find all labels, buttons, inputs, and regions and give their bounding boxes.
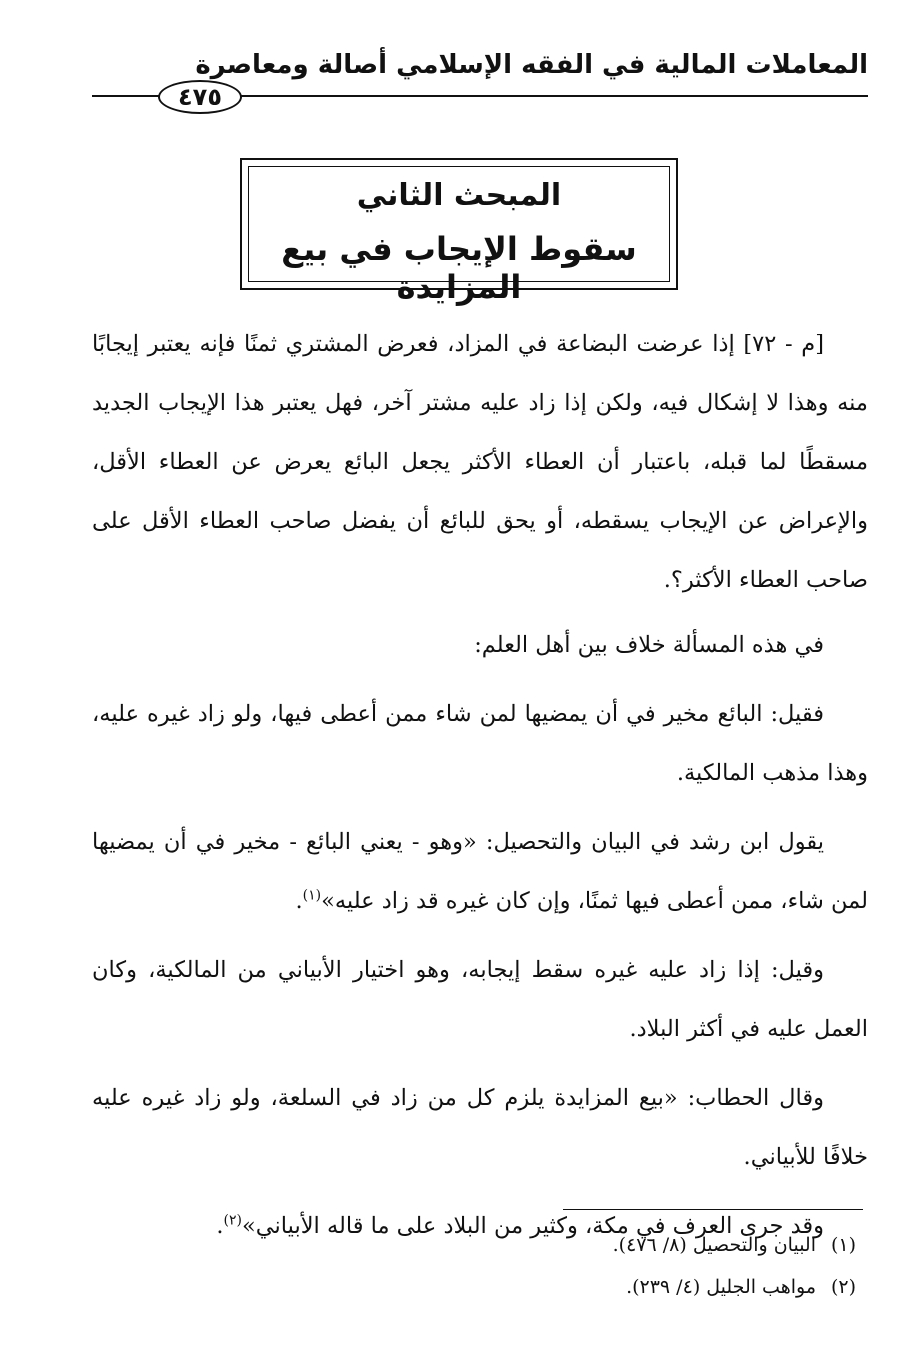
section-subheading: سقوط الإيجاب في بيع المزايدة xyxy=(281,230,637,306)
footnote-ref-2[interactable]: (٢) xyxy=(223,1212,243,1229)
body-text xyxy=(92,315,868,1266)
footnote-2-number: (٢) xyxy=(830,1276,856,1298)
page-number: ٤٧٥ xyxy=(158,80,242,114)
section-title-box xyxy=(240,158,678,306)
paragraph-first-opinion: فقيل: البائع مخير في أن يمضيها لمن شاء ممن أعطى فيها، ولو زاد غيره عليه، وهذا مذهب المالكية. xyxy=(92,701,868,786)
ibn-rushd-quote-text: يقول ابن رشد في البيان والتحصيل: «وهو - يعني البائع - مخير في أن يمضيها لمن شاء، ممن أعطى فيها ثمنًا، وإن كان غيره قد زاد عليه» xyxy=(92,829,868,914)
footnote-1-text: البيان والتحصيل (٨/ ٤٧٦). xyxy=(612,1234,816,1256)
quote-end-dot: . xyxy=(295,888,303,914)
footnote-separator xyxy=(563,1209,863,1210)
footnote-1 xyxy=(256,1224,856,1266)
running-header-title: المعاملات المالية في الفقه الإسلامي أصالة ومعاصرة xyxy=(195,50,868,80)
footnote-1-number: (١) xyxy=(830,1234,856,1256)
paragraph-issue: [م - ٧٢] إذا عرضت البضاعة في المزاد، فعرض المشتري ثمنًا فإنه يعتبر إيجابًا منه وهذا لا إشكال فيه، ولكن إذا زاد عليه مشتر آخر، فهل يعتبر هذا الإيجاب الجديد مسقطًا لما قبله، باعتبار أن العطاء الأكثر يجعل البائع يعرض عن العطاء الأقل، والإعراض عن الإيجاب يسقطه، أو يحق للبائع أن يفضل صاحب العطاء الأقل على صاحب العطاء الأكثر؟. xyxy=(92,331,868,593)
footnote-2-text: مواهب الجليل (٤/ ٢٣٩). xyxy=(626,1276,816,1298)
paragraph-second-opinion: وقيل: إذا زاد عليه غيره سقط إيجابه، وهو اختيار الأبياني من المالكية، وكان العمل عليه في أكثر البلاد. xyxy=(92,957,868,1042)
paragraph-hattab-quote: وقال الحطاب: «بيع المزايدة يلزم كل من زاد في السلعة، ولو زاد غيره عليه خلافًا للأبياني. xyxy=(92,1085,868,1170)
footnote-ref-1[interactable]: (١) xyxy=(302,887,322,904)
section-heading: المبحث الثاني xyxy=(356,178,562,213)
footnotes xyxy=(256,1224,856,1308)
paragraph-ibn-rushd-quote xyxy=(92,813,868,931)
custom-text: وقد جرى العرف في مكة، وكثير من البلاد على ما قاله الأبياني» xyxy=(242,1213,824,1239)
custom-end-dot: . xyxy=(216,1213,224,1239)
footnote-2 xyxy=(256,1266,856,1308)
paragraph-dispute: في هذه المسألة خلاف بين أهل العلم: xyxy=(474,632,824,658)
